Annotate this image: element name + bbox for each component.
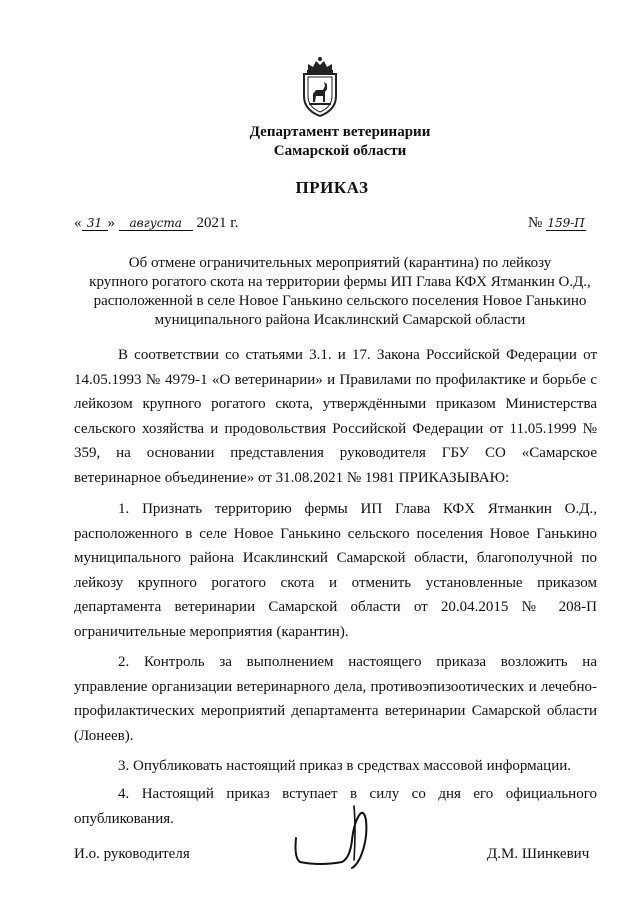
signatory-name: Д.М. Шинкевич <box>487 846 590 862</box>
date-month: августа <box>119 217 193 231</box>
signatory-role: И.о. руководителя <box>74 846 190 862</box>
coat-of-arms-icon <box>300 56 340 118</box>
number-value: 159-П <box>547 216 585 230</box>
date-day: 31 <box>82 217 108 231</box>
date-year: 2021 г. <box>196 215 239 231</box>
subject-line: крупного рогатого скота на территории фермы ИП Глава КФХ Ятманкин О.Д., <box>89 274 591 290</box>
order-number <box>528 215 586 232</box>
subject-line: расположенной в селе Новое Ганькино сельского поселения Новое Ганькино <box>93 293 587 309</box>
date-open-quote: « <box>74 215 82 231</box>
department-name-line1: Департамент ветеринарии <box>249 124 431 140</box>
order-item-3: 3. Опубликовать настоящий приказ в средствах массовой информации. <box>118 758 572 774</box>
department-name-line2: Самарской области <box>273 143 407 159</box>
order-item-1: 1. Признать территорию фермы ИП Глава КФХ Ятманкин О.Д., расположенного в селе Новое Ганькино сельского поселения Новое Ганькино муниципального района Исаклинский Самарской области, благополучной по лейкозу крупного рогатого скота и отменить установленные приказом департамента ветеринарии Самарской области от 20.04.2015 № 208-П ограничительные мероприятия (карантин). <box>74 501 597 640</box>
handwritten-signature <box>290 800 380 872</box>
order-item-4: 4. Настоящий приказ вступает в силу со дня его официального опубликования. <box>74 786 597 827</box>
number-prefix: № <box>528 215 543 231</box>
date-close-quote: » <box>107 215 115 231</box>
order-subject <box>60 254 620 330</box>
page-title: ПРИКАЗ <box>295 178 369 197</box>
order-date <box>74 215 238 232</box>
preamble-paragraph: В соответствии со статьями 3.1. и 17. Закона Российской Федерации от 14.05.1993 № 4979-1 «О ветеринарии» и Правилами по профилактике и борьбе с лейкозом крупного рогатого скота, утверждёнными приказом Министерства сельского хозяйства и продовольствия Российской Федерации от 11.05.1999 № 359, на основании представления руководителя ГБУ СО «Самарское ветеринарное объединение» от 31.08.2021 № 1981 ПРИКАЗЫВАЮ: <box>74 347 597 486</box>
order-item-2: 2. Контроль за выполнением настоящего приказа возложить на управление организации ветеринарного дела, противоэпизоотических и лечебно-профилактических мероприятий департамента ветеринарии Самарской области (Лонеев). <box>74 654 597 744</box>
subject-line: Об отмене ограничительных мероприятий (карантина) по лейкозу <box>128 255 552 271</box>
subject-line: муниципального района Исаклинский Самарской области <box>154 312 526 328</box>
